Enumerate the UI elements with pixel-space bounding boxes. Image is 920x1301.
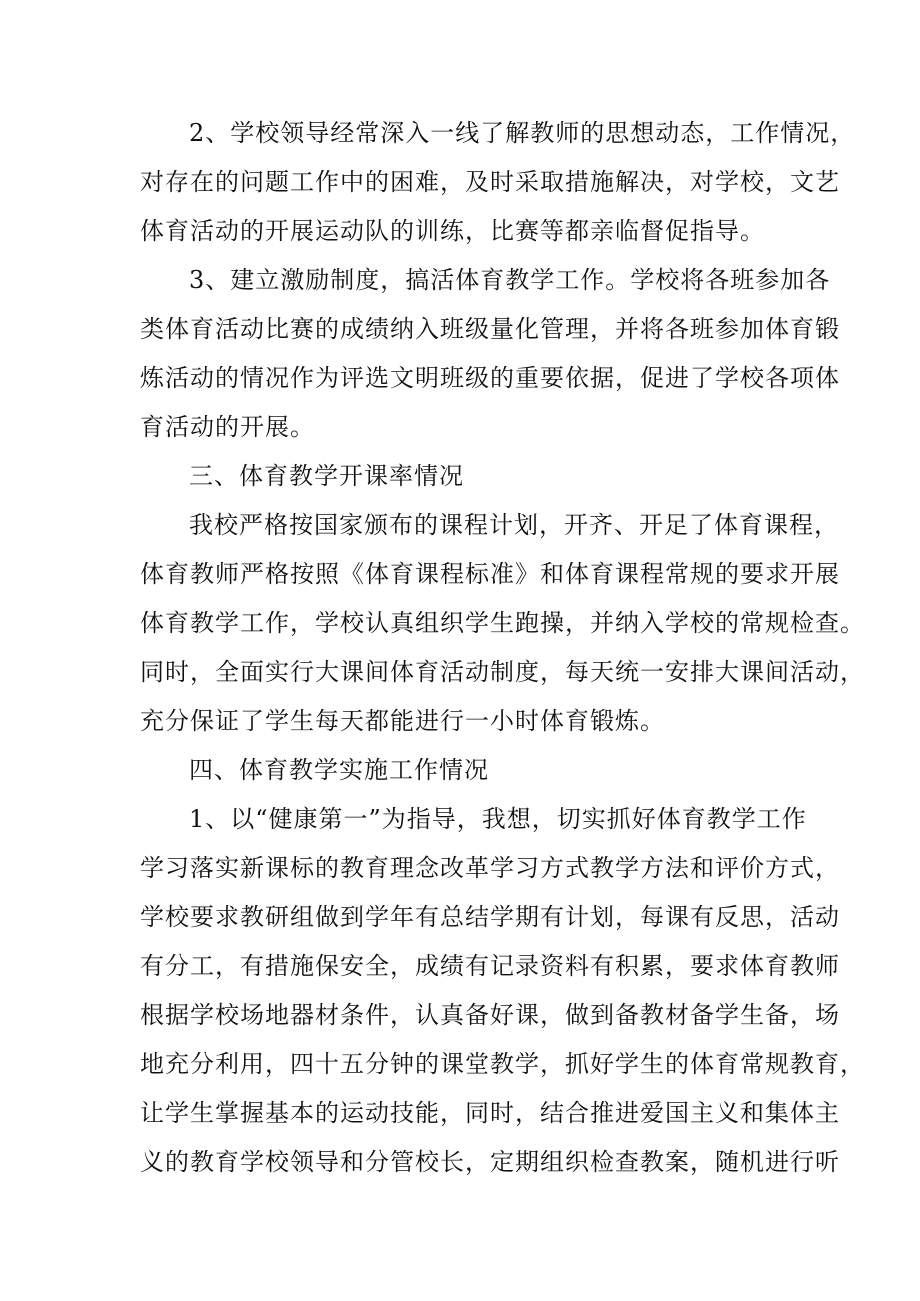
text-line: 1、以“健康第一”为指导，我想，切实抓好体育教学工作: [189, 805, 807, 833]
section-heading-3: 三、体育教学开课率情况: [189, 462, 464, 490]
text-line: 义的教育学校领导和分管校长，定期组织检查教案，随机进行听: [140, 1148, 840, 1176]
text-line: 对存在的问题工作中的困难，及时采取措施解决，对学校，文艺: [140, 168, 840, 196]
text-line: 体育活动的开展运动队的训练，比赛等都亲临督促指导。: [140, 217, 765, 245]
text-line: 3、建立激励制度，搞活体育教学工作。学校将各班参加各: [189, 266, 831, 294]
text-line: 类体育活动比赛的成绩纳入班级量化管理，并将各班参加体育锻: [140, 315, 840, 343]
text-line: 体育教师严格按照《体育课程标准》和体育课程常规的要求开展: [140, 560, 840, 588]
text-line: 2、学校领导经常深入一线了解教师的思想动态，工作情况，: [189, 119, 856, 147]
text-line: 学校要求教研组做到学年有总结学期有计划，每课有反思，活动: [140, 903, 840, 931]
text-line: 让学生掌握基本的运动技能，同时，结合推进爱国主义和集体主: [140, 1099, 840, 1127]
text-line: 我校严格按国家颁布的课程计划，开齐、开足了体育课程，: [189, 511, 839, 539]
text-line: 炼活动的情况作为评选文明班级的重要依据，促进了学校各项体: [140, 364, 840, 392]
text-line: 地充分利用，四十五分钟的课堂教学，抓好学生的体育常规教育，: [140, 1050, 865, 1078]
text-line: 育活动的开展。: [140, 413, 315, 441]
text-line: 体育教学工作，学校认真组织学生跑操，并纳入学校的常规检查。: [140, 609, 865, 637]
text-line: 充分保证了学生每天都能进行一小时体育锻炼。: [140, 707, 665, 735]
text-line: 有分工，有措施保安全，成绩有记录资料有积累，要求体育教师: [140, 952, 840, 980]
text-line: 根据学校场地器材条件，认真备好课，做到备教材备学生备，场: [140, 1001, 840, 1029]
text-line: 学习落实新课标的教育理念改革学习方式教学方法和评价方式，: [140, 854, 840, 882]
section-heading-4: 四、体育教学实施工作情况: [189, 756, 489, 784]
text-line: 同时，全面实行大课间体育活动制度，每天统一安排大课间活动，: [140, 658, 865, 686]
